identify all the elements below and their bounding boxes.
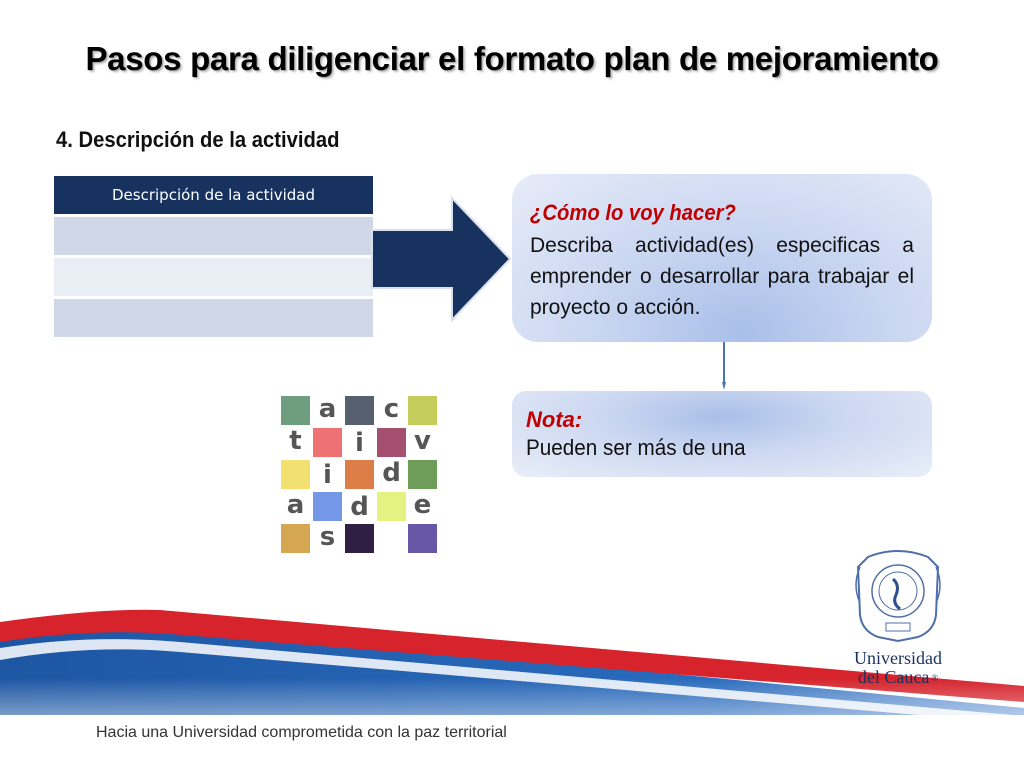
grid-letter: a bbox=[318, 393, 337, 424]
grid-letter: v bbox=[414, 425, 431, 456]
color-tile bbox=[345, 396, 374, 425]
table-header: Descripción de la actividad bbox=[54, 176, 373, 214]
slide-title: Pasos para diligenciar el formato plan de mejoramiento bbox=[85, 40, 939, 77]
callout-body: Describa actividad(es) especificas a emprender o desarrollar para trabajar el proyecto o acción. bbox=[530, 234, 914, 319]
color-tile bbox=[408, 524, 437, 553]
note-label: Nota: bbox=[526, 407, 583, 432]
right-block-arrow-icon bbox=[370, 196, 512, 322]
activity-table bbox=[54, 176, 373, 337]
section-heading: 4. Descripción de la actividad bbox=[56, 127, 340, 152]
color-tile bbox=[313, 492, 342, 521]
color-tile bbox=[345, 524, 374, 553]
down-arrow-icon bbox=[722, 342, 726, 392]
color-tile bbox=[281, 396, 310, 425]
grid-letter: i bbox=[355, 427, 364, 458]
note-body: Pueden ser más de una bbox=[526, 435, 746, 460]
university-logo bbox=[848, 545, 952, 687]
color-tile bbox=[281, 524, 310, 553]
how-to-callout bbox=[512, 174, 932, 342]
color-tile bbox=[377, 492, 406, 521]
grid-letter: s bbox=[319, 521, 336, 552]
color-tile bbox=[408, 460, 437, 489]
table-row bbox=[54, 258, 373, 296]
university-crest-icon bbox=[848, 545, 948, 645]
grid-letter: t bbox=[289, 425, 302, 456]
university-name-line1: Universidad bbox=[854, 648, 942, 668]
color-tile bbox=[408, 396, 437, 425]
table-row bbox=[54, 217, 373, 255]
grid-letter: i bbox=[323, 459, 332, 490]
registered-mark: ® bbox=[931, 673, 939, 684]
note-callout bbox=[512, 391, 932, 477]
grid-letter: c bbox=[383, 393, 400, 424]
color-tile bbox=[313, 428, 342, 457]
grid-letter: a bbox=[286, 489, 305, 520]
footer-tagline: Hacia una Universidad comprometida con la paz territorial bbox=[96, 724, 507, 741]
university-name-line2 bbox=[848, 668, 948, 688]
color-tile bbox=[345, 460, 374, 489]
callout-question: ¿Cómo lo voy hacer? bbox=[530, 200, 736, 225]
color-tile bbox=[377, 428, 406, 457]
grid-letter: e bbox=[413, 489, 432, 520]
table-row bbox=[54, 299, 373, 337]
grid-letter: d bbox=[350, 491, 369, 522]
university-name bbox=[848, 649, 948, 688]
color-tile bbox=[281, 460, 310, 489]
grid-letter: d bbox=[382, 457, 401, 488]
university-name-line2-text: del Cauca bbox=[857, 667, 930, 687]
